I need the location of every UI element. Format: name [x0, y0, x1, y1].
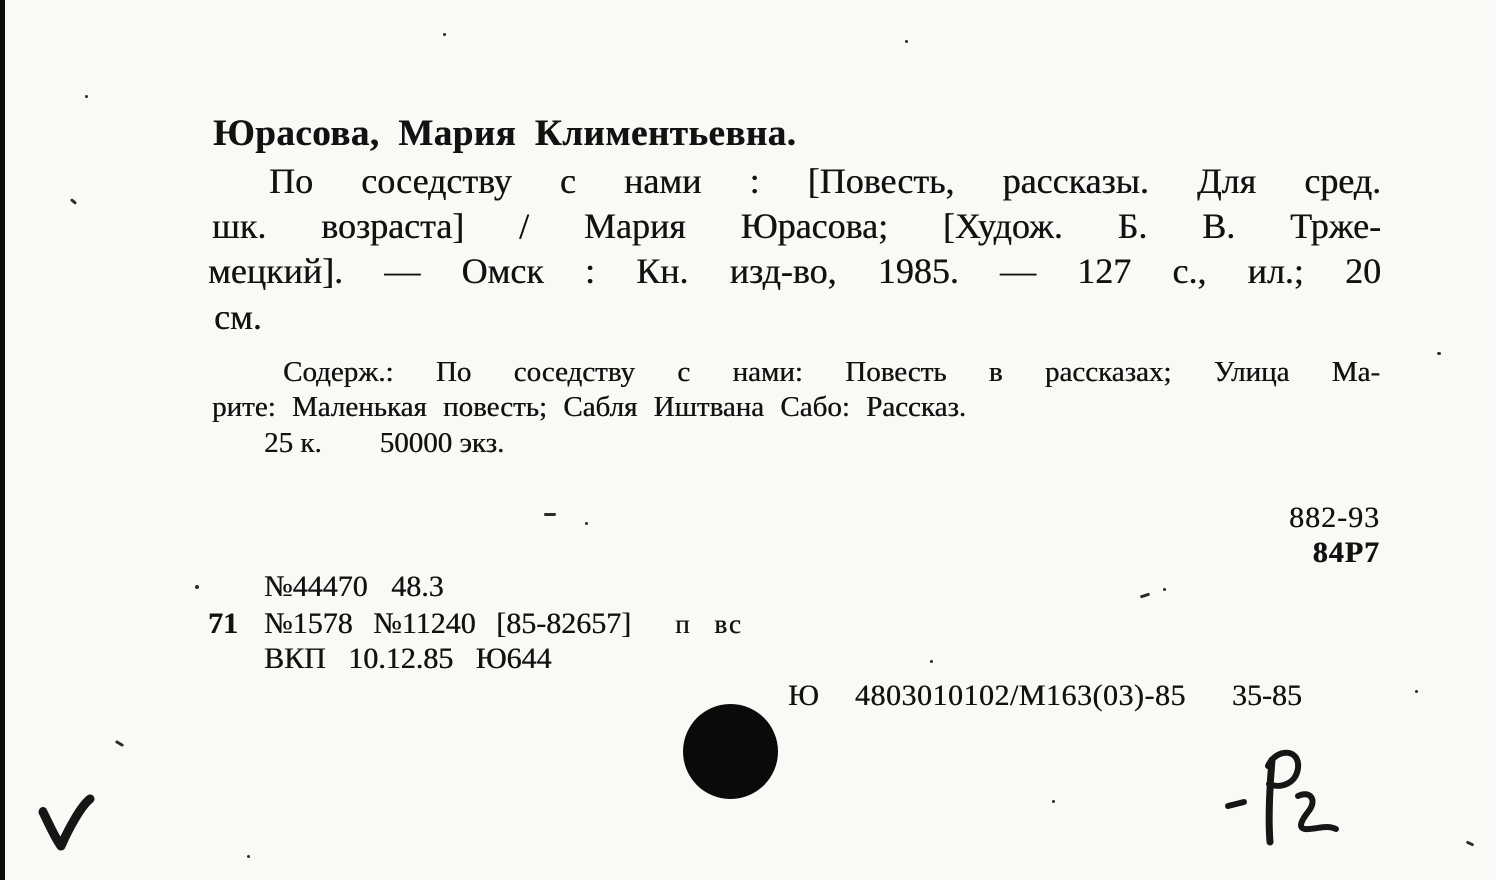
bib-description-line: см. — [214, 297, 262, 337]
series-letter: Ю — [788, 679, 819, 712]
accession-number: №44470 48.3 — [264, 570, 444, 603]
scan-speck — [544, 513, 556, 516]
contents-line: рите: Маленькая повесть; Сабля Иштвана Сабо: Рассказ. — [212, 391, 967, 423]
scan-speck — [70, 198, 77, 205]
scan-speck — [443, 33, 446, 36]
bib-description-line: шк. возраста] / Мария Юрасова; [Худож. Б. В. Трже- — [212, 206, 1381, 246]
publication-code: 4803010102/М163(03)-85 — [854, 679, 1186, 712]
row-prefix: 71 — [208, 607, 238, 640]
vkp-line: ВКП 10.12.85 Ю644 — [264, 642, 552, 675]
handwritten-mark — [1218, 742, 1358, 852]
scan-speck — [195, 585, 199, 589]
scan-speck — [1466, 840, 1475, 846]
scan-speck — [930, 660, 933, 663]
catalog-numbers: №1578 №11240 [85-82657] — [264, 607, 632, 640]
handwritten-checkmark — [30, 793, 102, 861]
scan-speck — [1437, 352, 1441, 355]
scan-speck — [1415, 690, 1418, 693]
price-code: 35-85 — [1231, 679, 1302, 712]
bbk-index: 84Р7 — [1312, 536, 1380, 569]
price-value: 25 к. — [264, 427, 322, 459]
price-line — [264, 427, 504, 460]
scan-speck — [247, 855, 250, 858]
bib-description-line: По соседству с нами : [Повесть, рассказы. Для сред. — [269, 161, 1381, 201]
scan-speck — [905, 40, 908, 43]
classification-index: 882-93 — [1289, 501, 1380, 534]
publication-code-row — [788, 679, 1302, 713]
scan-edge-strip — [0, 0, 5, 880]
scan-speck — [115, 740, 124, 747]
author-heading: Юрасова, Мария Климентьевна. — [213, 113, 797, 154]
scan-speck — [1140, 593, 1150, 599]
scan-speck — [1163, 588, 1166, 591]
scan-speck — [85, 95, 88, 98]
catalog-number-row — [208, 607, 743, 641]
bib-description-line: мецкий]. — Омск : Кн. изд-во, 1985. — 127 с., ил.; 20 — [208, 251, 1381, 291]
row-suffix: п вс — [675, 609, 743, 639]
contents-line: Содерж.: По соседству с нами: Повесть в рассказах; Улица Ма- — [283, 356, 1380, 388]
scan-speck — [1052, 800, 1055, 803]
print-run-value: 50000 экз. — [379, 427, 505, 459]
punch-hole — [683, 704, 778, 799]
scan-speck — [585, 522, 588, 525]
